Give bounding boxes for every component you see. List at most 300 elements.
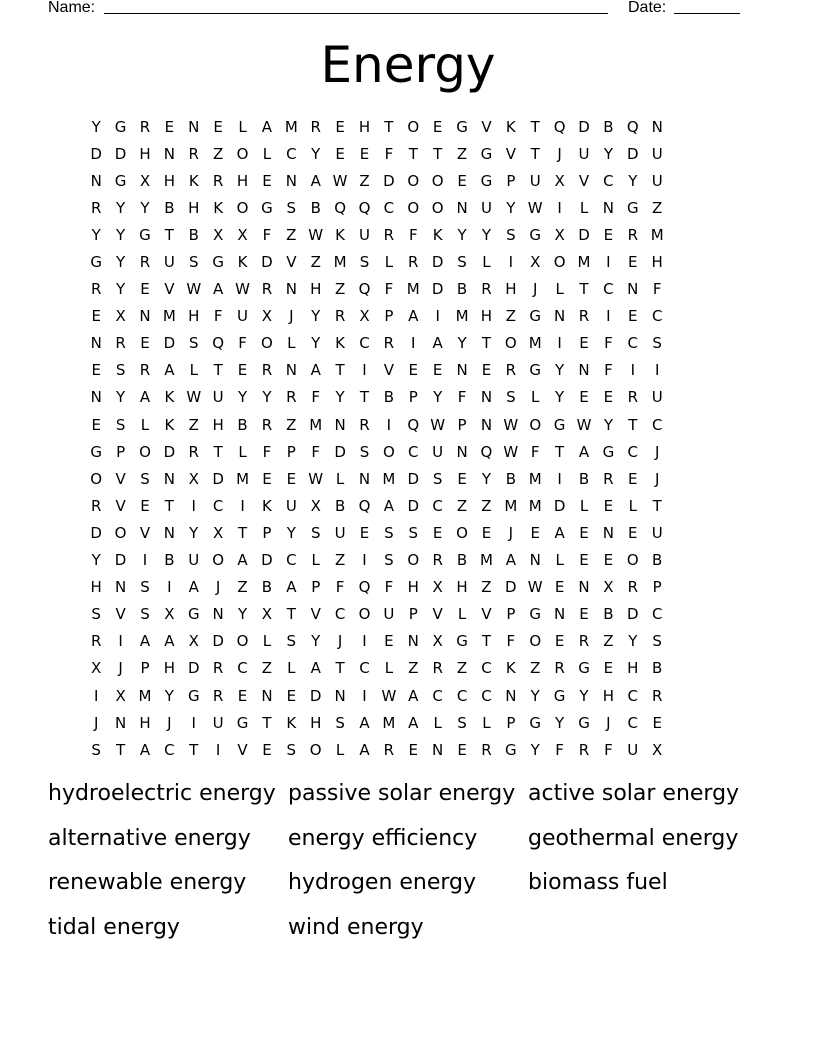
grid-letter: T <box>164 496 174 515</box>
grid-letter: A <box>139 388 151 407</box>
grid-letter: C <box>651 307 663 326</box>
grid-letter: E <box>91 415 101 434</box>
grid-letter: Z <box>286 225 297 244</box>
date-blank-line <box>674 13 740 14</box>
grid-letter: V <box>286 253 297 272</box>
grid-letter: Y <box>237 388 248 407</box>
grid-letter: Y <box>311 334 321 353</box>
grid-letter: Z <box>261 659 273 678</box>
grid-letter: Z <box>505 307 516 326</box>
grid-letter: Y <box>116 388 126 407</box>
grid-letter: O <box>407 117 420 136</box>
grid-letter: E <box>530 523 540 542</box>
word-list-item: biomass fuel <box>528 870 668 895</box>
grid-letter: D <box>505 578 517 597</box>
grid-letter: E <box>457 469 467 488</box>
grid-letter: R <box>554 659 565 678</box>
grid-letter: B <box>456 551 468 570</box>
grid-letter: C <box>627 334 639 353</box>
grid-letter: X <box>164 605 175 624</box>
grid-letter: I <box>435 307 440 326</box>
grid-letter: E <box>603 225 614 244</box>
grid-letter: D <box>212 469 224 488</box>
grid-letter: S <box>652 632 662 651</box>
grid-letter: I <box>167 578 172 597</box>
grid-letter: V <box>139 523 151 542</box>
grid-letter: Z <box>456 496 468 515</box>
grid-letter: O <box>114 523 127 542</box>
grid-letter: P <box>116 442 126 461</box>
grid-letter: S <box>384 523 394 542</box>
grid-letter: L <box>238 442 247 461</box>
grid-letter: X <box>213 225 224 244</box>
grid-letter: P <box>140 659 150 678</box>
grid-letter: O <box>261 334 273 353</box>
grid-letter: O <box>407 551 420 570</box>
grid-letter: V <box>237 740 248 759</box>
grid-letter: L <box>335 740 345 759</box>
grid-letter: U <box>651 388 663 407</box>
grid-letter: S <box>91 740 101 759</box>
grid-letter: Y <box>311 632 321 651</box>
grid-row <box>84 628 669 655</box>
grid-letter: U <box>237 307 249 326</box>
grid-letter: I <box>508 253 514 272</box>
grid-letter: U <box>651 171 663 190</box>
grid-letter: D <box>212 632 224 651</box>
grid-letter: E <box>432 361 443 380</box>
grid-letter: M <box>309 415 323 434</box>
grid-letter: U <box>529 171 541 190</box>
grid-letter: R <box>603 469 614 488</box>
grid-row <box>84 547 669 574</box>
grid-letter: T <box>213 442 223 461</box>
grid-letter: Y <box>579 686 589 705</box>
grid-letter: R <box>627 388 638 407</box>
grid-letter: N <box>90 334 102 353</box>
grid-letter: F <box>262 225 272 244</box>
grid-letter: D <box>261 551 273 570</box>
grid-letter: E <box>457 171 467 190</box>
grid-letter: N <box>602 523 615 542</box>
grid-letter: O <box>407 171 420 190</box>
grid-letter: H <box>163 659 175 678</box>
grid-letter: Z <box>237 578 248 597</box>
grid-letter: G <box>187 605 200 624</box>
grid-letter: G <box>505 740 517 759</box>
grid-letter: U <box>285 496 297 515</box>
grid-letter: O <box>382 442 395 461</box>
grid-letter: X <box>603 578 614 597</box>
grid-letter: F <box>384 578 394 597</box>
grid-letter: R <box>90 280 102 299</box>
grid-letter: Y <box>311 144 321 163</box>
grid-letter: B <box>505 469 516 488</box>
grid-letter: D <box>309 686 322 705</box>
grid-letter: B <box>310 198 321 217</box>
grid-letter: C <box>408 442 419 461</box>
grid-letter: Y <box>116 225 126 244</box>
grid-letter: G <box>480 144 493 163</box>
grid-letter: Z <box>334 551 346 570</box>
grid-letter: E <box>603 388 614 407</box>
grid-letter: M <box>284 117 298 136</box>
grid-letter: D <box>261 253 273 272</box>
grid-letter: A <box>213 280 224 299</box>
grid-letter: L <box>311 551 320 570</box>
grid-letter: T <box>628 415 638 434</box>
grid-letter: F <box>457 388 467 407</box>
grid-row <box>84 221 669 248</box>
grid-letter: B <box>261 578 273 597</box>
grid-letter: N <box>480 415 493 434</box>
grid-letter: K <box>237 253 248 272</box>
grid-letter: E <box>481 361 492 380</box>
word-list-item: wind energy <box>288 914 424 940</box>
grid-letter: C <box>237 659 248 678</box>
grid-letter: H <box>212 415 224 434</box>
grid-letter: H <box>480 307 493 326</box>
grid-letter: G <box>553 415 566 434</box>
grid-letter: S <box>188 253 199 272</box>
grid-letter: U <box>651 523 663 542</box>
grid-letter: T <box>555 442 565 461</box>
grid-letter: N <box>529 551 541 570</box>
grid-letter: X <box>554 171 565 190</box>
grid-letter: F <box>384 280 394 299</box>
grid-letter: O <box>529 415 542 434</box>
grid-letter: O <box>529 632 542 651</box>
grid-letter: U <box>163 253 175 272</box>
grid-letter: J <box>93 713 99 732</box>
grid-letter: R <box>383 225 395 244</box>
grid-letter: N <box>456 361 468 380</box>
word-list-item: tidal energy <box>48 914 180 940</box>
grid-letter: C <box>164 740 175 759</box>
grid-letter: T <box>433 144 443 163</box>
grid-letter: M <box>650 225 664 244</box>
grid-letter: Y <box>481 469 492 488</box>
grid-letter: F <box>262 442 272 461</box>
grid-letter: C <box>481 686 492 705</box>
grid-letter: Z <box>456 144 468 163</box>
grid-letter: E <box>286 686 297 705</box>
grid-letter: X <box>261 307 273 326</box>
grid-letter: A <box>359 713 370 732</box>
grid-letter: W <box>430 415 446 434</box>
grid-letter: O <box>139 442 151 461</box>
grid-letter: L <box>287 659 296 678</box>
grid-letter: E <box>408 361 419 380</box>
grid-letter: D <box>407 469 420 488</box>
grid-row <box>84 709 669 736</box>
grid-row <box>84 492 669 519</box>
grid-letter: Y <box>262 388 272 407</box>
worksheet-header <box>48 0 748 20</box>
grid-letter: Y <box>555 713 565 732</box>
grid-letter: Y <box>164 686 174 705</box>
grid-letter: O <box>236 144 249 163</box>
grid-letter: C <box>651 415 663 434</box>
grid-letter: R <box>115 334 126 353</box>
grid-letter: J <box>118 659 123 678</box>
grid-letter: M <box>333 253 347 272</box>
grid-letter: N <box>456 442 468 461</box>
grid-letter: D <box>90 523 102 542</box>
grid-letter: I <box>606 253 611 272</box>
grid-letter: S <box>359 253 370 272</box>
grid-letter: S <box>286 198 297 217</box>
grid-letter: R <box>383 334 395 353</box>
grid-letter: M <box>528 469 542 488</box>
grid-letter: R <box>432 659 443 678</box>
grid-letter: P <box>652 578 662 597</box>
grid-row <box>84 303 669 330</box>
grid-letter: N <box>554 605 566 624</box>
grid-letter: S <box>310 523 321 542</box>
grid-letter: O <box>456 523 468 542</box>
grid-letter: B <box>578 469 590 488</box>
grid-row <box>84 574 669 601</box>
grid-letter: F <box>530 442 540 461</box>
grid-letter: W <box>186 388 202 407</box>
grid-letter: Y <box>91 225 101 244</box>
grid-letter: O <box>212 551 225 570</box>
grid-letter: R <box>188 442 199 461</box>
grid-letter: G <box>90 442 102 461</box>
grid-letter: C <box>603 280 614 299</box>
grid-letter: E <box>628 523 638 542</box>
grid-letter: Y <box>603 144 613 163</box>
grid-letter: Q <box>358 198 371 217</box>
page-title: Energy <box>320 36 496 94</box>
grid-letter: H <box>456 578 468 597</box>
grid-letter: N <box>358 469 371 488</box>
grid-letter: S <box>286 740 297 759</box>
grid-letter: K <box>262 496 272 515</box>
grid-letter: L <box>335 469 345 488</box>
grid-row <box>84 330 669 357</box>
grid-letter: C <box>627 442 639 461</box>
grid-letter: Z <box>213 144 224 163</box>
grid-letter: U <box>627 740 639 759</box>
grid-letter: R <box>481 740 492 759</box>
grid-letter: N <box>114 713 127 732</box>
grid-letter: U <box>212 713 224 732</box>
grid-letter: G <box>602 442 615 461</box>
grid-letter: N <box>261 686 273 705</box>
grid-letter: D <box>90 144 102 163</box>
grid-letter: N <box>505 686 517 705</box>
grid-letter: T <box>530 144 540 163</box>
grid-letter: Y <box>140 198 150 217</box>
grid-letter: I <box>93 686 99 705</box>
grid-letter: O <box>407 198 420 217</box>
grid-letter: A <box>432 334 443 353</box>
grid-letter: V <box>164 280 175 299</box>
grid-letter: L <box>433 713 442 732</box>
grid-letter: G <box>529 225 542 244</box>
grid-letter: D <box>431 280 444 299</box>
grid-letter: O <box>236 632 249 651</box>
grid-letter: Y <box>555 361 565 380</box>
grid-letter: O <box>358 605 371 624</box>
grid-letter: S <box>140 469 150 488</box>
grid-letter: S <box>506 225 516 244</box>
grid-letter: E <box>579 523 589 542</box>
grid-letter: Y <box>457 225 467 244</box>
grid-letter: X <box>188 632 199 651</box>
grid-letter: D <box>383 171 395 190</box>
grid-letter: T <box>408 144 418 163</box>
grid-letter: L <box>140 415 150 434</box>
grid-letter: X <box>310 496 321 515</box>
grid-letter: V <box>115 469 126 488</box>
grid-letter: H <box>310 280 322 299</box>
grid-letter: V <box>432 605 443 624</box>
grid-letter: C <box>286 551 297 570</box>
grid-letter: E <box>579 551 589 570</box>
grid-row <box>84 682 669 709</box>
grid-letter: E <box>335 144 345 163</box>
grid-letter: U <box>359 225 370 244</box>
grid-letter: R <box>188 144 199 163</box>
grid-letter: Q <box>358 578 371 597</box>
grid-letter: W <box>332 171 348 190</box>
grid-letter: N <box>480 388 493 407</box>
grid-letter: G <box>626 198 639 217</box>
grid-letter: H <box>139 144 151 163</box>
grid-letter: U <box>383 605 395 624</box>
grid-letter: C <box>627 686 639 705</box>
grid-letter: D <box>553 496 566 515</box>
grid-letter: K <box>164 415 175 434</box>
grid-letter: A <box>408 307 419 326</box>
grid-letter: G <box>480 171 493 190</box>
grid-letter: W <box>503 415 519 434</box>
grid-letter: U <box>334 523 346 542</box>
grid-letter: E <box>554 578 565 597</box>
grid-letter: N <box>188 117 200 136</box>
grid-letter: A <box>408 686 419 705</box>
grid-letter: V <box>115 605 126 624</box>
grid-letter: A <box>359 740 370 759</box>
grid-letter: E <box>140 496 150 515</box>
grid-letter: R <box>139 253 151 272</box>
grid-letter: P <box>262 523 272 542</box>
grid-letter: N <box>334 686 346 705</box>
grid-letter: V <box>578 171 590 190</box>
grid-letter: K <box>335 225 346 244</box>
grid-letter: R <box>578 740 590 759</box>
grid-letter: A <box>188 578 199 597</box>
grid-letter: C <box>481 659 492 678</box>
grid-letter: I <box>191 713 196 732</box>
grid-letter: E <box>481 523 492 542</box>
grid-letter: R <box>578 632 590 651</box>
grid-letter: K <box>286 713 297 732</box>
grid-letter: T <box>481 632 492 651</box>
grid-letter: G <box>187 686 200 705</box>
grid-letter: E <box>603 496 614 515</box>
grid-letter: K <box>188 171 199 190</box>
grid-letter: L <box>384 253 394 272</box>
grid-letter: S <box>432 469 443 488</box>
grid-letter: D <box>114 144 127 163</box>
grid-letter: L <box>238 117 247 136</box>
grid-letter: O <box>504 334 517 353</box>
grid-letter: P <box>506 713 516 732</box>
grid-letter: T <box>530 117 540 136</box>
grid-letter: F <box>555 740 564 759</box>
grid-row <box>84 384 669 411</box>
grid-letter: N <box>602 198 615 217</box>
grid-letter: P <box>408 388 418 407</box>
grid-letter: E <box>652 713 662 732</box>
grid-letter: S <box>359 442 370 461</box>
grid-letter: B <box>237 415 248 434</box>
grid-letter: L <box>384 659 394 678</box>
grid-letter: B <box>383 388 395 407</box>
grid-letter: G <box>261 198 273 217</box>
grid-letter: S <box>506 388 516 407</box>
grid-letter: R <box>627 225 638 244</box>
grid-letter: E <box>359 523 370 542</box>
grid-letter: T <box>164 225 174 244</box>
grid-letter: X <box>188 469 199 488</box>
grid-letter: A <box>164 361 175 380</box>
word-list-item: renewable energy <box>48 870 247 895</box>
grid-letter: R <box>651 686 663 705</box>
grid-letter: R <box>286 388 297 407</box>
grid-letter: C <box>212 496 224 515</box>
grid-letter: N <box>334 415 346 434</box>
grid-letter: I <box>118 632 123 651</box>
grid-letter: I <box>654 361 660 380</box>
grid-letter: E <box>262 740 272 759</box>
grid-letter: K <box>505 117 516 136</box>
grid-letter: P <box>384 307 394 326</box>
grid-letter: N <box>139 307 151 326</box>
grid-letter: Y <box>506 198 516 217</box>
grid-letter: E <box>213 117 223 136</box>
grid-letter: J <box>557 144 562 163</box>
word-list <box>48 779 808 942</box>
grid-letter: M <box>162 307 176 326</box>
grid-row <box>84 140 669 167</box>
grid-letter: F <box>604 740 613 759</box>
grid-letter: O <box>90 469 103 488</box>
grid-letter: F <box>213 307 223 326</box>
grid-letter: Z <box>310 253 321 272</box>
grid-letter: D <box>578 117 590 136</box>
grid-letter: Y <box>457 334 467 353</box>
grid-row <box>84 194 669 221</box>
grid-letter: V <box>310 605 321 624</box>
grid-letter: G <box>456 632 468 651</box>
grid-letter: O <box>236 198 249 217</box>
grid-letter: O <box>431 198 444 217</box>
grid-letter: J <box>654 442 660 461</box>
grid-letter: Y <box>335 388 345 407</box>
grid-letter: N <box>627 280 639 299</box>
grid-letter: G <box>114 117 127 136</box>
grid-letter: S <box>91 605 101 624</box>
grid-letter: Z <box>530 659 541 678</box>
word-list-item: geothermal energy <box>528 825 739 851</box>
name-blank-line <box>104 13 608 14</box>
grid-letter: A <box>139 632 151 651</box>
